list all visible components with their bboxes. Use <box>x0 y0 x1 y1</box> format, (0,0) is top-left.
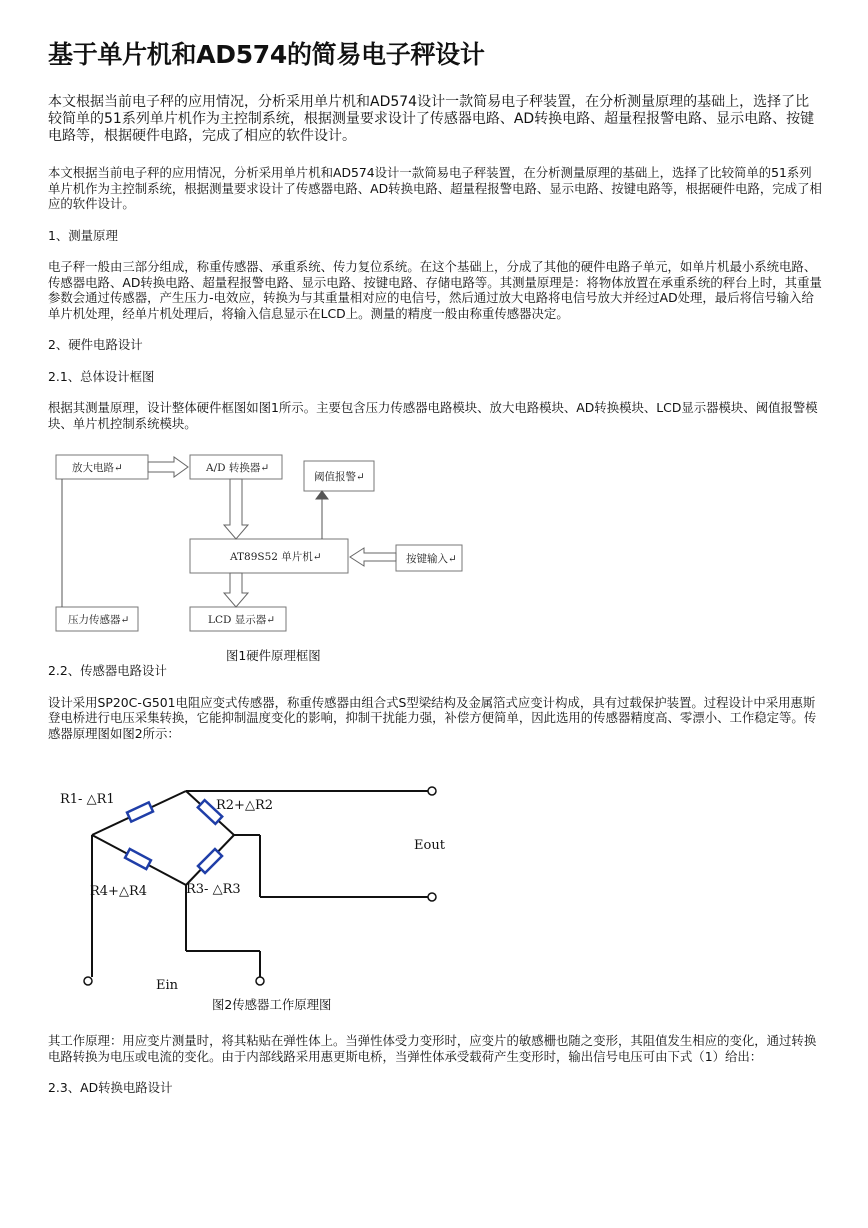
arrow-mcu-alarm <box>316 491 328 499</box>
alarm-label: 阈值报警↵ <box>314 471 365 483</box>
sensor-label: 压力传感器↵ <box>68 614 130 626</box>
adc-label: A/D 转换器↵ <box>206 462 270 474</box>
eout-label: Eout <box>414 838 445 853</box>
r4-label: R4+△R4 <box>90 884 148 899</box>
r1-label: R1- △R1 <box>60 792 115 807</box>
resistor-r3 <box>198 849 222 873</box>
section-2-heading: 2、硬件电路设计 <box>48 337 143 352</box>
intro-paragraph: 本文根据当前电子秤的应用情况，分析采用单片机和AD574设计一款简易电子秤装置，在分析测量原理的基础上，选择了比较简单的51系列单片机作为主控制系统，根据测量要求设计了传感器电路、AD转换电路、超量程报警电路、显示电路、按键电路等，根据硬件电路，完成了相应的软件设计。 <box>48 165 822 211</box>
work-principle-paragraph: 其工作原理：用应变片测量时，将其粘贴在弹性体上。当弹性体受力变形时，应变片的敏感栅也随之变形，其阻值发生相应的变化，通过转换电路转换为电压或电流的变化。由于内部线路采用惠更斯电桥，当弹性体承受载荷产生变形时，输出信号电压可由下式（1）给出： <box>48 1033 817 1064</box>
page-title: 基于单片机和AD574的简易电子秤设计 <box>48 40 485 69</box>
ein-label: Ein <box>156 978 179 993</box>
amp-label: 放大电路↵ <box>72 462 123 474</box>
terminal-bottom <box>428 893 436 901</box>
resistor-r1 <box>127 802 153 821</box>
block-diagram <box>52 445 482 645</box>
section-2-1-heading: 2.1、总体设计框图 <box>48 368 155 384</box>
section-2-2-heading: 2.2、传感器电路设计 <box>48 663 167 678</box>
terminal-ein-right <box>256 977 264 985</box>
arrow-amp-adc <box>148 457 188 477</box>
terminal-ein-left <box>84 977 92 985</box>
key-label: 按键输入↵ <box>406 553 457 565</box>
section-1-paragraph: 电子秤一般由三部分组成，称重传感器、承重系统、传力复位系统。在这个基础上，分成了其他的硬件电路子单元，如单片机最小系统电路、传感器电路、AD转换电路、超量程报警电路、显示电路、按键电路、存储电路等。其测量原理是：将物体放置在承重系统的秤台上时，其重量参数会通过传感器，产生压力-电效应，转换为与其重量相对应的电信号，然后通过放大电路将电信号放大并经过AD处理，最后将信号输入给单片机处理，经单片机处理后，将输入信息显示在LCD上。测量的精度一般由称重传感器决定。 <box>48 259 822 321</box>
lcd-label: LCD 显示器↵ <box>208 614 276 626</box>
section-1-heading: 1、测量原理 <box>48 227 118 243</box>
arrow-mcu-lcd <box>224 573 248 607</box>
r2-label: R2+△R2 <box>216 798 274 813</box>
section-2-1-paragraph: 根据其测量原理，设计整体硬件框图如图1所示。主要包含压力传感器电路模块、放大电路模块、AD转换模块、LCD显示器模块、阈值报警模块、单片机控制系统模块。 <box>48 400 818 431</box>
figure-2-caption: 图2传感器工作原理图 <box>212 997 332 1012</box>
arrow-key-mcu <box>350 548 396 566</box>
r3-label: R3- △R3 <box>186 882 241 897</box>
mcu-label: AT89S52 单片机↵ <box>230 551 322 563</box>
figure-1-caption: 图1硬件原理框图 <box>226 648 321 663</box>
article <box>48 38 822 1096</box>
arrow-adc-mcu <box>224 479 248 539</box>
bridge-diagram <box>48 751 468 1013</box>
resistor-r4 <box>125 849 151 869</box>
figure-2 <box>48 751 822 1033</box>
section-2-2-paragraph: 设计采用SP20C-G501电阻应变式传感器，称重传感器由组合式S型梁结构及金属箔式应变计构成，具有过载保护装置。过程设计中采用惠斯登电桥进行电压采集转换，它能抑制温度变化的影响，抑制干扰能力强，补偿方便简单，因此选用的传感器精度高、零漂小、工作稳定等。传感器原理图如图2所示： <box>48 694 817 741</box>
abstract: 本文根据当前电子秤的应用情况，分析采用单片机和AD574设计一款简易电子秤装置，在分析测量原理的基础上，选择了比较简单的51系列单片机作为主控制系统，根据测量要求设计了传感器电路、AD转换电路、超量程报警电路、显示电路、按键电路等，根据硬件电路，完成了相应的软件设计。 <box>48 94 815 144</box>
figure-1 <box>48 445 822 663</box>
section-2-3-heading: 2.3、AD转换电路设计 <box>48 1080 173 1095</box>
terminal-top <box>428 787 436 795</box>
